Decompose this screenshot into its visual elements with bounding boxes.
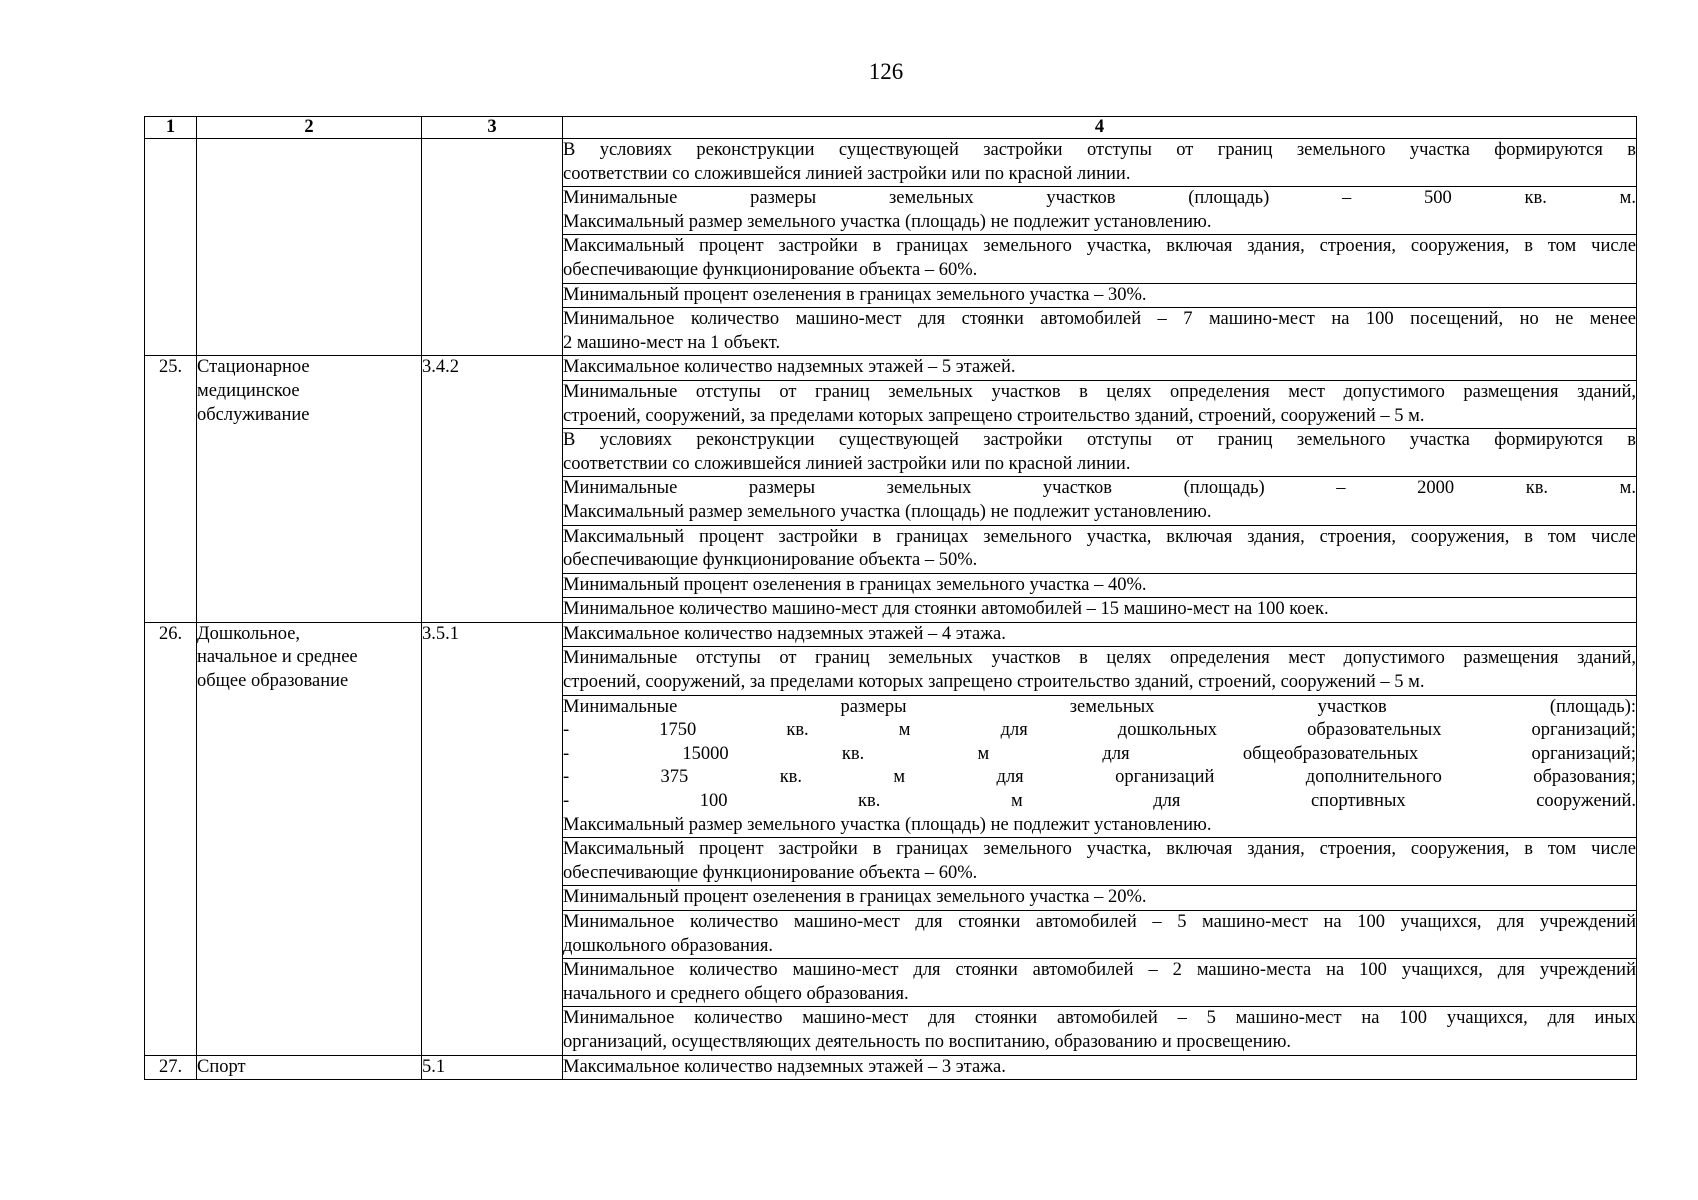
parameter-cell (563, 356, 1637, 381)
use-name-line: Стационарное (197, 357, 310, 378)
text-line: обеспечивающие функционирование объекта – 50%. (563, 550, 978, 571)
table-row (145, 139, 1637, 187)
text-line: Максимальный процент застройки в границах земельного участка, включая здания, строения, сооружения, в том числе (563, 526, 1636, 547)
text-line: Минимальные отступы от границ земельных участков в целях определения мест допустимого размещения зданий, (563, 381, 1636, 402)
text-line: Минимальное количество машино-мест для стоянки автомобилей – 15 машино-мест на 100 коек. (563, 599, 1329, 620)
parameter-cell (563, 695, 1637, 838)
row-number-cell: 26. (145, 622, 197, 1055)
text-line: - 1750 кв. м для дошкольных образовательных организаций; (563, 720, 1636, 741)
parameter-cell (563, 622, 1637, 647)
text-line: дошкольного образования. (563, 935, 773, 956)
text-line: В условиях реконструкции существующей застройки отступы от границ земельного участка формируются в (563, 430, 1636, 451)
text-line: Максимальный процент застройки в границах земельного участка, включая здания, строения, сооружения, в том числе (563, 236, 1636, 257)
text-line: Максимальный процент застройки в границах земельного участка, включая здания, строения, сооружения, в том числе (563, 839, 1636, 860)
use-name-cell (197, 139, 422, 356)
text-line: 2 машино-мест на 1 объект. (563, 332, 781, 353)
parameter-cell (563, 235, 1637, 283)
text-line: Максимальное количество надземных этажей – 5 этажей. (563, 357, 1016, 378)
text-line: Минимальный процент озеленения в границах земельного участка – 20%. (563, 887, 1147, 908)
use-name-line: обслуживание (197, 404, 310, 425)
table-body (145, 139, 1637, 1080)
parameter-cell (563, 838, 1637, 886)
table-row (145, 1055, 1637, 1080)
text-line: строений, сооружений, за пределами которых запрещено строительство зданий, строений, сооружений – 5 м. (563, 672, 1425, 693)
parameter-cell (563, 139, 1637, 187)
text-line: строений, сооружений, за пределами которых запрещено строительство зданий, строений, сооружений – 5 м. (563, 405, 1425, 426)
parameter-cell (563, 911, 1637, 959)
text-line: обеспечивающие функционирование объекта – 60%. (563, 259, 978, 280)
parameter-cell (563, 573, 1637, 598)
text-line: Минимальный процент озеленения в границах земельного участка – 30%. (563, 284, 1147, 305)
parameter-cell (563, 283, 1637, 308)
parameter-cell (563, 959, 1637, 1007)
parameter-cell (563, 308, 1637, 356)
row-number-cell: 27. (145, 1055, 197, 1080)
text-line: организаций, осуществляющих деятельность по воспитанию, образованию и просвещению. (563, 1031, 1292, 1052)
text-line: начального и среднего общего образования. (563, 983, 909, 1004)
parameter-cell (563, 1007, 1637, 1055)
text-line: Минимальное количество машино-мест для стоянки автомобилей – 5 машино-мест на 100 учащихся, для учреждений (563, 912, 1636, 932)
page-number: 126 (868, 59, 904, 84)
use-code-cell: 5.1 (422, 1055, 563, 1080)
use-name-line: общее образование (197, 671, 349, 692)
parameter-cell (563, 1055, 1637, 1080)
use-code-cell: 3.4.2 (422, 356, 563, 623)
column-header-1: 1 (145, 117, 197, 139)
table-header-row (145, 117, 1637, 139)
parameter-cell (563, 886, 1637, 911)
use-name-cell (197, 1055, 422, 1080)
text-line: - 15000 кв. м для общеобразовательных организаций; (563, 743, 1636, 764)
text-line: соответствии со сложившейся линией застройки или по красной линии. (563, 163, 1131, 184)
parameter-cell (563, 525, 1637, 573)
use-name-line: Дошкольное, (197, 623, 301, 644)
table-row (145, 356, 1637, 381)
text-line: - 375 кв. м для организаций дополнительного образования; (563, 767, 1636, 788)
text-line: Максимальный размер земельного участка (площадь) не подлежит установлению. (563, 211, 1212, 232)
text-line: Максимальный размер земельного участка (площадь) не подлежит установлению. (563, 814, 1212, 835)
parameter-cell (563, 598, 1637, 623)
regulations-table (144, 116, 1637, 1080)
use-code-cell: 3.5.1 (422, 622, 563, 1055)
row-number-cell (145, 139, 197, 356)
use-name-line: начальное и среднее (197, 647, 358, 668)
parameter-cell (563, 477, 1637, 525)
parameter-cell (563, 380, 1637, 428)
text-line: Минимальное количество машино-мест для стоянки автомобилей – 2 машино-места на 100 учащихся, для учреждений (563, 960, 1636, 981)
text-line: Максимальное количество надземных этажей – 4 этажа. (563, 623, 1006, 644)
text-line: Минимальные размеры земельных участков (площадь) – 500 кв. м. (563, 188, 1636, 209)
use-name-line: медицинское (197, 380, 300, 401)
text-line: Максимальный размер земельного участка (площадь) не подлежит установлению. (563, 501, 1212, 522)
use-name-cell (197, 356, 422, 623)
column-header-4: 4 (563, 117, 1637, 139)
use-name-line: Спорт (197, 1056, 246, 1077)
text-line: Минимальные размеры земельных участков (площадь): (563, 696, 1636, 717)
column-header-3: 3 (422, 117, 563, 139)
text-line: Минимальное количество машино-мест для стоянки автомобилей – 7 машино-мест на 100 посещений, но не менее (563, 309, 1636, 330)
use-name-cell (197, 622, 422, 1055)
text-line: Минимальное количество машино-мест для стоянки автомобилей – 5 машино-мест на 100 учащихся, для иных (563, 1008, 1636, 1029)
text-line: обеспечивающие функционирование объекта – 60%. (563, 862, 978, 883)
use-code-cell (422, 139, 563, 356)
row-number-cell: 25. (145, 356, 197, 623)
parameter-cell (563, 429, 1637, 477)
text-line: соответствии со сложившейся линией застройки или по красной линии. (563, 453, 1131, 474)
text-line: Максимальное количество надземных этажей – 3 этажа. (563, 1056, 1006, 1077)
table-row (145, 622, 1637, 647)
parameter-cell (563, 187, 1637, 235)
text-line: Минимальные размеры земельных участков (площадь) – 2000 кв. м. (563, 478, 1636, 499)
column-header-2: 2 (197, 117, 422, 139)
text-line: В условиях реконструкции существующей застройки отступы от границ земельного участка формируются в (563, 140, 1636, 160)
text-line: Минимальные отступы от границ земельных участков в целях определения мест допустимого размещения зданий, (563, 648, 1636, 669)
text-line: - 100 кв. м для спортивных сооружений. (563, 791, 1636, 812)
text-line: Минимальный процент озеленения в границах земельного участка – 40%. (563, 574, 1147, 595)
parameter-cell (563, 647, 1637, 695)
